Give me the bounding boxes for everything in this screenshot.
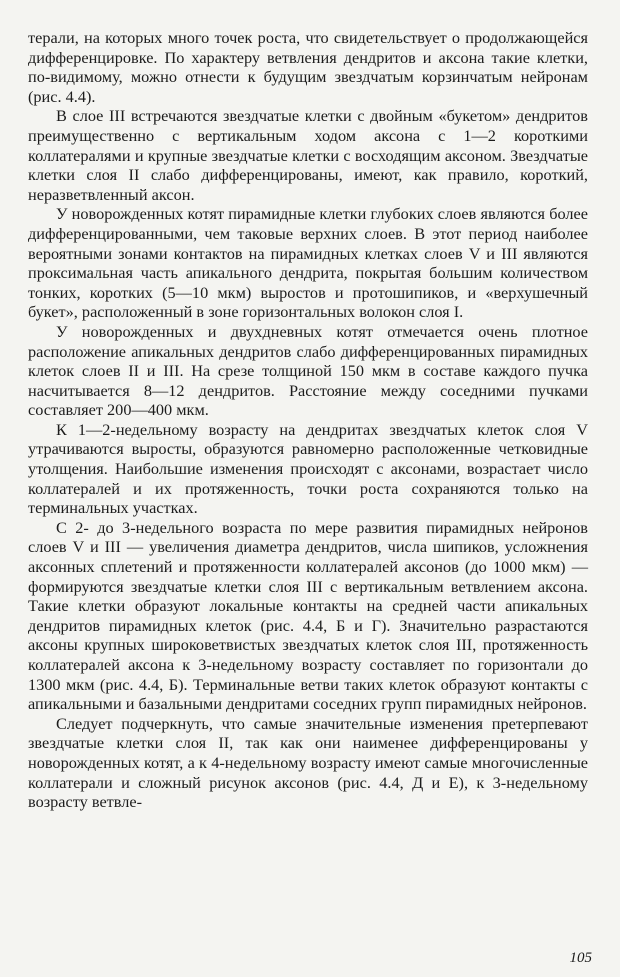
paragraph-5: К 1—2-недельному возрасту на дендритах звездчатых клеток слоя V утрачиваются выросты, образуются равномерно расположенные четковидные утолщения. Наибольшие изменения происходят с аксонами, возрастает число коллатералей и их протяженность, точки роста сохраняются только на терминальных участках. [28, 419, 588, 518]
paragraph-4: У новорожденных и двухдневных котят отмечается очень плотное расположение апикальных дендритов слабо дифференцированных пирамидных клеток слоев II и III. На срезе толщиной 150 мкм в составе каждого пучка насчитывается 8—12 дендритов. Расстояние между соседними пучками составляет 200—400 мкм. [28, 321, 588, 420]
paragraph-2: В слое III встречаются звездчатые клетки с двойным «букетом» дендритов преимущественно с вертикальным ходом аксона с 1—2 короткими коллатералями и крупные звездчатые клетки с восходящим аксоном. Звездчатые клетки слоя II слабо дифференцированы, имеют, как правило, короткий, неразветвленный аксон. [28, 106, 588, 204]
paragraph-7: Следует подчеркнуть, что самые значительные изменения претерпевают звездчатые клетки слоя II, так как они наименее дифференцированы у новорожденных котят, а к 4-недельному возрасту имеют самые многочисленные коллатерали и сложный рисунок аксонов (рис. 4.4, Д и Е), к 3-недельному возрасту ветвле- [28, 713, 588, 812]
paragraph-1: терали, на которых много точек роста, что свидетельствует о продолжающейся дифференцировке. По характеру ветвления дендритов и аксона такие клетки, по-видимому, можно отнести к будущим звездчатым корзинчатым нейронам (рис. 4.4). [28, 28, 588, 106]
page-number: 105 [569, 950, 592, 966]
paragraph-6: С 2- до 3-недельного возраста по мере развития пирамидных нейронов слоев V и III — увеличения диаметра дендритов, числа шипиков, усложнения аксонных сплетений и протяженности коллатералей аксонов (до 1000 мкм) — формируются звездчатые клетки слоя III с вертикальным ветвлением аксона. Такие клетки образуют локальные контакты на средней части апикальных дендритов пирамидных клеток (рис. 4.4, Б и Г). Значительно разрастаются аксоны крупных широковетвистых звездчатых клеток слоя III, протяженность коллатералей аксона к 3-недельному возрасту составляет по горизонтали до 1300 мкм (рис. 4.4, Б). Терминальные ветви таких клеток образуют контакты с апикальными и базальными дендритами соседних групп пирамидных нейронов. [28, 517, 588, 714]
paragraph-3: У новорожденных котят пирамидные клетки глубоких слоев являются более дифференцированными, чем таковые верхних слоев. В этот период наиболее вероятными зонами контактов на пирамидных клетках слоев V и III являются проксимальная часть апикального дендрита, покрытая большим количеством тонких, коротких (5—10 мкм) выростов и протошипиков, и «верхушечный букет», расположенный в зоне горизонтальных волокон слоя I. [28, 204, 588, 322]
document-body [28, 28, 588, 812]
